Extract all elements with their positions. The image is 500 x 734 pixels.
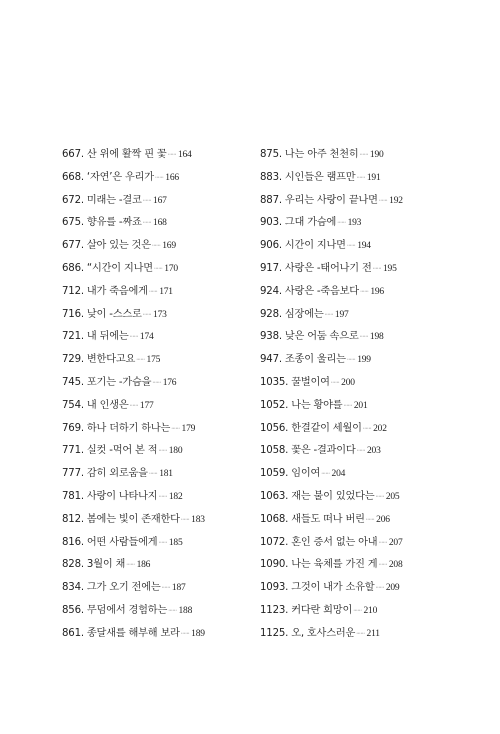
toc-left-column: [62, 145, 205, 647]
toc-entry-title: 816. 어떤 사람들에게: [62, 536, 158, 548]
toc-leader-dots: ······: [158, 448, 167, 455]
toc-entry: [62, 236, 205, 259]
toc-leader-dots: ······: [378, 197, 388, 204]
toc-entry: [260, 419, 403, 442]
toc-leader-dots: ······: [152, 379, 161, 386]
toc-leader-dots: ······: [167, 152, 176, 158]
toc-leader-dots: ······: [148, 288, 158, 295]
toc-page-number: 211: [366, 628, 380, 639]
toc-leader-dots: ······: [359, 288, 369, 295]
toc-entry: [62, 373, 205, 396]
toc-page-number: 166: [165, 172, 179, 183]
toc-entry-title: 917. 사랑은 -태어나기 전: [260, 262, 372, 274]
toc-entry-title: 903. 그대 가슴에: [260, 217, 337, 229]
toc-entry-title: 834. 그가 오기 전에는: [62, 582, 161, 594]
toc-entry: [62, 396, 205, 419]
toc-entry-title: 721. 내 뒤에는: [62, 331, 129, 343]
toc-page-number: 193: [347, 218, 362, 229]
toc-right-column: [260, 145, 403, 647]
toc-page-number: 195: [383, 263, 397, 274]
toc-entry-title: 769. 하나 더하기 하나는: [62, 422, 171, 434]
toc-entry: [62, 350, 205, 373]
toc-entry-title: 754. 내 인생은: [62, 399, 129, 411]
toc-entry-title: 675. 향유를 -짜죠: [62, 217, 142, 229]
toc-page-number: 208: [388, 560, 403, 571]
toc-entry-title: 928. 심장에는: [260, 308, 324, 320]
toc-entry: [62, 533, 205, 556]
toc-page-number: 204: [331, 469, 346, 480]
toc-leader-dots: ······: [136, 357, 145, 364]
toc-leader-dots: ······: [330, 379, 340, 386]
toc-page-number: 186: [136, 560, 151, 571]
toc-entry: [260, 259, 403, 282]
toc-leader-dots: ······: [324, 311, 333, 318]
toc-entry: [62, 419, 205, 442]
toc-leader-dots: ······: [154, 174, 164, 181]
toc-entry: [62, 601, 205, 624]
toc-entry: [62, 145, 205, 168]
toc-entry: [260, 578, 403, 601]
toc-entry-title: 777. 감히 외로움을: [62, 468, 148, 480]
toc-entry-title: 1059. 임이여: [260, 468, 321, 480]
toc-leader-dots: ······: [171, 425, 180, 432]
toc-leader-dots: ······: [356, 448, 365, 455]
toc-entry-title: 686. “시간이 지나면: [62, 262, 153, 274]
toc-entry-title: 1090. 나는 육체를 가진 게: [260, 559, 378, 571]
toc-entry-title: 812. 봄에는 빛이 존재한다: [62, 513, 180, 525]
toc-leader-dots: ······: [375, 493, 384, 500]
toc-leader-dots: ······: [151, 243, 161, 250]
toc-entry-title: 729. 변한다고요: [62, 354, 136, 366]
toc-entry: [260, 191, 403, 214]
toc-entry: [62, 168, 205, 191]
toc-leader-dots: ······: [142, 311, 152, 318]
toc-entry: [260, 487, 403, 510]
toc-page-number: 207: [388, 537, 403, 548]
toc-page-number: 183: [191, 514, 205, 525]
toc-entry-title: 861. 종달새를 해부해 보라: [62, 627, 180, 639]
toc-page-number: 177: [139, 400, 154, 411]
toc-page-number: 197: [334, 309, 349, 320]
toc-entry: [62, 578, 205, 601]
toc-entry: [260, 145, 403, 168]
toc-leader-dots: ······: [362, 425, 372, 432]
toc-leader-dots: ······: [321, 471, 330, 478]
toc-entry: [260, 282, 403, 305]
toc-leader-dots: ······: [158, 493, 167, 500]
toc-entry: [260, 236, 403, 259]
toc-page-number: 199: [357, 355, 371, 366]
toc-page-number: 185: [168, 537, 183, 548]
toc-entry: [260, 396, 403, 419]
toc-page-number: 205: [385, 491, 400, 502]
toc-leader-dots: ······: [126, 562, 135, 569]
toc-page-number: 201: [353, 400, 368, 411]
toc-leader-dots: ······: [161, 585, 170, 592]
toc-entry-title: 1052. 나는 황야를: [260, 399, 343, 411]
toc-page-number: 203: [366, 446, 381, 457]
toc-page-number: 198: [369, 332, 384, 343]
toc-leader-dots: ······: [129, 402, 138, 409]
toc-entry: [260, 168, 403, 191]
toc-leader-dots: ······: [180, 630, 190, 637]
toc-entry: [260, 624, 403, 647]
toc-page-number: 188: [178, 605, 193, 616]
toc-entry-title: 716. 낮이 -스스로: [62, 308, 142, 320]
toc-page-number: 170: [164, 263, 178, 274]
toc-leader-dots: ······: [356, 174, 365, 181]
toc-entry-title: 1093. 그것이 내가 소유할: [260, 582, 375, 594]
toc-page-number: 169: [162, 241, 176, 252]
toc-entry-title: 947. 조종이 울리는: [260, 354, 346, 366]
toc-page-number: 173: [153, 309, 167, 320]
toc-leader-dots: ······: [129, 334, 138, 341]
toc-leader-dots: ······: [142, 197, 152, 204]
toc-entry-title: 1058. 꽃은 -결과이다: [260, 445, 356, 457]
toc-entry-title: 1035. 꿀벌이여: [260, 376, 330, 388]
toc-entry: [62, 510, 205, 533]
toc-entry-title: 745. 포기는 -가슴을: [62, 376, 152, 388]
toc-entry: [260, 373, 403, 396]
toc-page-number: 191: [366, 172, 381, 183]
toc-entry-title: 1125. 오, 호사스러운: [260, 627, 356, 639]
toc-page-number: 194: [357, 241, 371, 252]
toc-leader-dots: ······: [353, 607, 362, 614]
toc-entry-title: 1068. 새들도 떠나 버린: [260, 513, 365, 525]
toc-page-number: 206: [376, 514, 390, 525]
toc-leader-dots: ······: [346, 243, 356, 250]
toc-entry-title: 1063. 재는 불이 있었다는: [260, 490, 375, 502]
toc-entry: [260, 601, 403, 624]
toc-entry-title: 883. 시인들은 램프만: [260, 171, 356, 183]
toc-entry: [260, 510, 403, 533]
toc-entry-title: 771. 실컷 -먹어 본 적: [62, 445, 158, 457]
toc-entry-title: 887. 우리는 사랑이 끝나면: [260, 194, 378, 206]
toc-page-number: 176: [162, 377, 177, 388]
toc-leader-dots: ······: [343, 402, 352, 409]
toc-page-number: 202: [373, 423, 387, 434]
toc-leader-dots: ······: [356, 630, 365, 637]
toc-leader-dots: ······: [365, 516, 375, 523]
toc-page-number: 190: [369, 150, 384, 160]
toc-page-number: 182: [168, 491, 183, 502]
toc-entry: [62, 259, 205, 282]
toc-entry: [260, 555, 403, 578]
toc-entry: [62, 213, 205, 236]
toc-entry-title: 667. 산 위에 활짝 핀 꽃: [62, 149, 167, 160]
toc-leader-dots: ······: [337, 220, 346, 227]
toc-entry-title: 1123. 커다란 희망이: [260, 604, 353, 616]
toc-page-number: 164: [177, 150, 192, 160]
toc-entry: [62, 624, 205, 647]
toc-entry: [62, 441, 205, 464]
toc-leader-dots: ······: [158, 539, 167, 546]
toc-page-number: 174: [139, 332, 154, 343]
toc-page-number: 196: [370, 286, 384, 297]
toc-page-number: 181: [159, 469, 173, 480]
toc-entry: [62, 555, 205, 578]
toc-page-number: 200: [341, 377, 355, 388]
toc-leader-dots: ······: [372, 265, 381, 272]
toc-page-number: 171: [159, 286, 173, 297]
toc-entry-title: 924. 사랑은 -죽음보다: [260, 285, 359, 297]
toc-entry: [260, 441, 403, 464]
toc-leader-dots: ······: [359, 152, 368, 158]
toc-entry-title: 1056. 한결같이 세월이: [260, 422, 362, 434]
toc-entry: [260, 213, 403, 236]
toc-entry: [62, 487, 205, 510]
toc-page-number: 167: [153, 195, 167, 206]
toc-entry: [260, 305, 403, 328]
toc-page-number: 179: [181, 423, 196, 434]
toc-leader-dots: ······: [375, 585, 384, 592]
toc-entry-title: 672. 미래는 -결코: [62, 194, 142, 206]
toc-entry-title: 1072. 혼인 증서 없는 아내: [260, 536, 378, 548]
toc-leader-dots: ······: [346, 357, 356, 364]
toc-leader-dots: ······: [142, 220, 152, 227]
toc-leader-dots: ······: [153, 265, 163, 272]
toc-leader-dots: ······: [168, 607, 177, 614]
toc-leader-dots: ······: [180, 516, 190, 523]
toc-entry-title: 856. 무덤에서 경험하는: [62, 604, 168, 616]
toc-entry-title: 668. ‘자연’은 우리가: [62, 171, 154, 183]
toc-leader-dots: ······: [378, 562, 387, 569]
toc-leader-dots: ······: [359, 334, 368, 341]
toc-entry-title: 938. 낮은 어둠 속으로: [260, 331, 359, 343]
toc-page-number: 187: [171, 583, 186, 594]
toc-entry: [260, 327, 403, 350]
toc-leader-dots: ······: [378, 539, 387, 546]
toc-entry: [260, 464, 403, 487]
toc-entry-title: 712. 내가 죽음에게: [62, 285, 148, 297]
toc-entry: [62, 464, 205, 487]
toc-page-number: 189: [191, 628, 205, 639]
toc-entry-title: 875. 나는 아주 천천히: [260, 149, 359, 160]
toc-entry-title: 781. 사랑이 나타나지: [62, 490, 158, 502]
toc-leader-dots: ······: [148, 471, 158, 478]
toc-entry-title: 828. 3월이 채: [62, 559, 126, 571]
toc-entry-title: 906. 시간이 지나면: [260, 240, 346, 252]
toc-page-number: 192: [389, 195, 403, 206]
toc-page-number: 168: [153, 218, 167, 229]
toc-entry: [260, 533, 403, 556]
toc-page-number: 180: [168, 446, 183, 457]
toc-page-number: 175: [146, 355, 161, 366]
toc-page-number: 210: [363, 605, 378, 616]
toc-page-number: 209: [385, 583, 400, 594]
toc-entry: [62, 305, 205, 328]
toc-entry: [260, 350, 403, 373]
toc-entry: [62, 282, 205, 305]
toc-entry: [62, 191, 205, 214]
toc-entry-title: 677. 살아 있는 것은: [62, 240, 151, 252]
toc-entry: [62, 327, 205, 350]
